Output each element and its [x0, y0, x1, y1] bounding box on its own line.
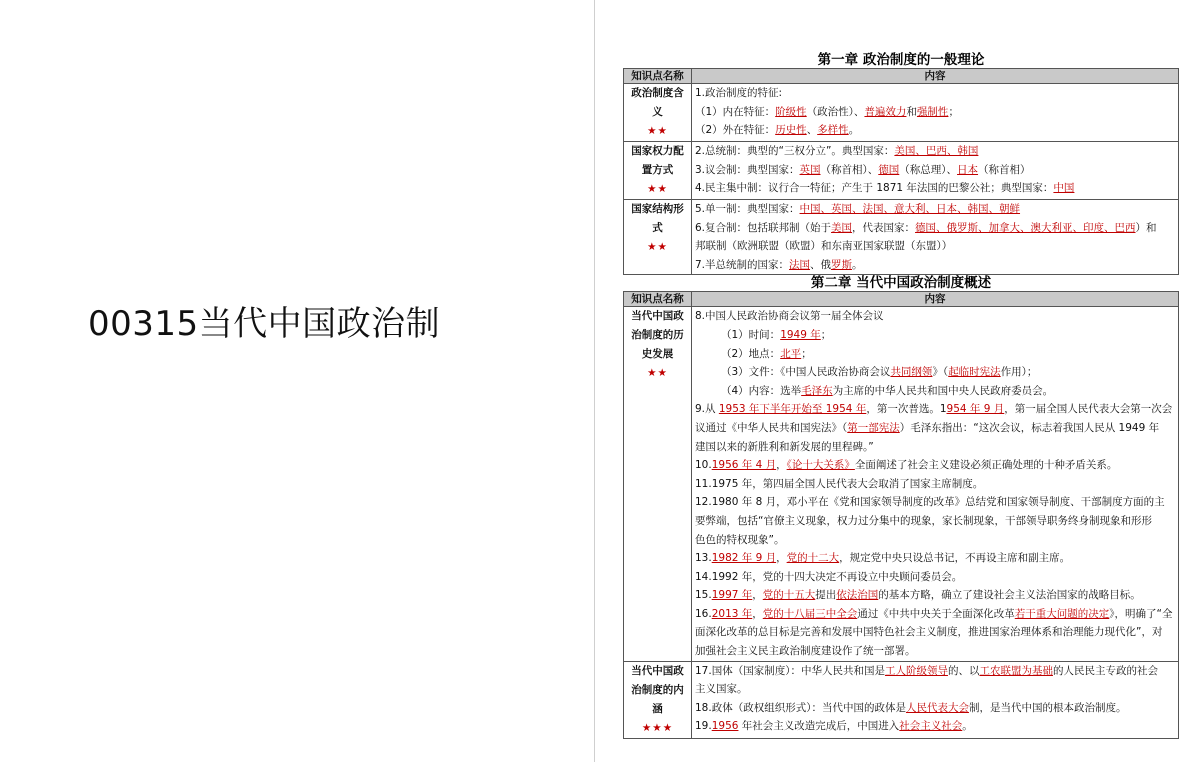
content-line [695, 142, 1175, 161]
text-segment: 11.1975 年，第四届全国人民代表大会取消了国家主席制度。 [695, 477, 984, 490]
key-term: 历史性 [775, 124, 807, 137]
text-segment: 、 [806, 124, 818, 137]
content-line [695, 605, 1175, 624]
text-segment: 6.复合制：包括联邦制（始于 [695, 221, 832, 234]
content-line [695, 256, 1175, 275]
text-segment: ，规定党中央只设总书记，不再设主席和副主席。 [839, 552, 1071, 565]
table-row [624, 200, 1179, 275]
importance-stars: ★★ [647, 183, 668, 195]
text-segment: 3.议会制：典型国家： [695, 163, 800, 176]
key-term: 若干重大问题的决定 [1014, 607, 1110, 620]
key-term: 工农联盟为基础 [979, 664, 1053, 677]
knowledge-point-label: 当代中国政治制度的内涵 [631, 664, 684, 715]
text-segment: （称总理）、 [899, 163, 958, 176]
key-term: 1997 年 [711, 589, 753, 602]
text-segment: （2）地点： [721, 347, 781, 360]
knowledge-point-label: 国家结构形式 [631, 203, 684, 234]
page-divider [594, 0, 595, 762]
text-segment: ，代表国家： [852, 221, 916, 234]
knowledge-point-name [624, 200, 692, 275]
key-term: 党的十八届三中全会 [762, 607, 858, 620]
key-term: 德国、俄罗斯、加拿大、澳大利亚、印度、巴西 [915, 221, 1136, 234]
text-segment: 邦联制（欧洲联盟（欧盟）和东南亚国家联盟（东盟）） [695, 240, 953, 253]
text-segment: 7.半总统制的国家： [695, 258, 790, 271]
chapter-1-title: 第一章 政治制度的一般理论 [817, 52, 985, 68]
key-term: 毛泽东 [801, 384, 833, 397]
text-segment: ， [752, 589, 763, 602]
text-segment: 12.1980 年 8 月，邓小平在《党和国家领导制度的改革》总结党和国家领导制度、干部制度方面的主 [695, 496, 1165, 509]
key-term: 2013 年 [711, 607, 753, 620]
key-term: 日本 [957, 163, 979, 176]
text-segment: 》，明确了“全 [1109, 607, 1173, 620]
key-term: 人民代表大会 [905, 701, 969, 714]
key-term: 1956 [711, 720, 739, 733]
content-line [695, 642, 1175, 661]
text-segment: ）毛泽东指出：“这次会议，标志着我国人民从 1949 年 [899, 421, 1160, 434]
text-segment: （2）外在特征： [695, 124, 776, 137]
content-line [695, 699, 1175, 718]
text-segment: ， [752, 607, 763, 620]
content-line [695, 382, 1175, 401]
knowledge-point-name [624, 84, 692, 142]
key-term: 党的十五大 [762, 589, 816, 602]
key-term: 强制性 [916, 105, 949, 118]
text-segment: 为主席的中华人民共和国中央人民政府委员会。 [832, 384, 1054, 397]
importance-stars: ★★ [647, 241, 668, 253]
text-segment: （政治性）、 [806, 105, 865, 118]
key-term: 第一部宪法 [847, 421, 900, 434]
text-segment: 。 [852, 258, 863, 271]
content-line [695, 493, 1175, 512]
content-line [695, 307, 1175, 326]
knowledge-point-name [624, 661, 692, 738]
text-segment: ，第一次普选。1 [866, 403, 947, 416]
importance-stars: ★★★ [641, 721, 674, 734]
text-segment: 提出 [815, 589, 837, 602]
text-segment: 8.中国人民政治协商会议第一届全体会议 [695, 310, 884, 323]
key-term: 中国、英国、法国、意大利、日本、韩国、朝鲜 [799, 203, 1021, 215]
knowledge-point-name [624, 142, 692, 200]
text-segment: （3）文件：《中国人民政治协商会议 [721, 366, 891, 379]
text-segment: 主义国家。 [695, 683, 748, 696]
text-segment: 4.民主集中制：议行合一特征；产生于 1871 年法国的巴黎公社；典型国家： [695, 182, 1054, 195]
text-segment: 、俄 [810, 258, 832, 271]
knowledge-point-content [692, 200, 1179, 275]
content-line [695, 219, 1175, 238]
knowledge-point-label: 国家权力配置方式 [631, 145, 684, 176]
chapter-1-table [623, 68, 1179, 275]
content-line [695, 419, 1175, 438]
text-segment: 议通过《中华人民共和国宪法》（ [695, 421, 848, 434]
text-segment: 的基本方略，确立了建设社会主义法治国家的战略目标。 [878, 589, 1141, 602]
key-term: 起临时宪法 [948, 366, 1001, 379]
text-segment: 色色的特权现象”。 [695, 533, 785, 546]
key-term: 美国 [831, 221, 853, 234]
knowledge-point-content [692, 661, 1179, 738]
knowledge-point-label: 当代中国政治制度的历史发展 [631, 310, 684, 361]
text-segment: 2.总统制：典型的“三权分立”。典型国家： [695, 145, 895, 157]
text-segment: 》（ [932, 366, 949, 379]
text-segment: 面深化改革的总目标是完善和发展中国特色社会主义制度，推进国家治理体系和治理能力现代化”，对 [695, 626, 1163, 639]
key-term: 罗斯 [831, 258, 853, 271]
text-segment: 加强社会主义民主政治制度建设作了统一部署。 [695, 645, 916, 658]
content-line [695, 326, 1175, 345]
key-term: 美国、巴西、韩国 [894, 145, 979, 157]
key-term: 普遍效力 [864, 105, 907, 118]
text-segment: ； [801, 347, 812, 360]
text-segment: 通过《中共中央关于全面深化改革 [857, 607, 1015, 620]
text-segment: （称首相）、 [820, 163, 879, 176]
key-term: 社会主义社会 [899, 720, 963, 733]
content-line [695, 103, 1175, 122]
header-name: 知识点名称 [624, 69, 692, 84]
key-term: 依法治国 [836, 589, 879, 602]
text-segment: 全面阐述了社会主义建设必须正确处理的十种矛盾关系。 [854, 459, 1118, 472]
text-segment: 的、以 [947, 664, 980, 677]
key-term: 中国 [1053, 182, 1075, 195]
key-term: 阶级性 [775, 105, 807, 118]
content-line [695, 717, 1175, 736]
text-segment: 年社会主义改造完成后，中国进入 [738, 720, 900, 733]
text-segment: 15. [695, 589, 712, 602]
table-row [624, 307, 1179, 661]
text-segment: 。 [962, 720, 973, 733]
content-line [695, 179, 1175, 198]
text-segment: 和 [906, 105, 917, 118]
text-segment: 19. [695, 720, 712, 733]
content-line [695, 456, 1175, 475]
table-row [624, 84, 1179, 142]
text-segment: 作用）； [1000, 366, 1038, 379]
key-term: 共同纲领 [890, 366, 933, 379]
text-segment: （4）内容：选举 [721, 384, 802, 397]
key-term: 党的十二大 [786, 552, 840, 565]
text-segment: （称首相） [978, 163, 1031, 176]
content-line [695, 363, 1175, 382]
text-segment: ，第一届全国人民代表大会第一次会 [1004, 403, 1173, 416]
text-segment: 14.1992 年，党的十四大决定不再设立中央顾问委员会。 [695, 570, 963, 583]
content-line [695, 475, 1175, 494]
key-term: 1949 年 [780, 328, 821, 341]
key-term: 《论十大关系》 [786, 459, 855, 472]
knowledge-point-name [624, 307, 692, 661]
knowledge-point-content [692, 84, 1179, 142]
content-line [695, 161, 1175, 180]
text-segment: ， [776, 459, 787, 472]
header-content: 内容 [692, 69, 1179, 84]
text-segment: 建国以来的新胜利和新发展的里程碑。” [695, 440, 874, 453]
content-line [695, 568, 1175, 587]
knowledge-point-label: 政治制度含义 [631, 87, 684, 118]
content-line [695, 400, 1175, 419]
content-line [695, 237, 1175, 256]
key-term: 法国 [789, 258, 811, 271]
text-segment: 18.政体（政权组织形式）：当代中国的政体是 [695, 701, 906, 714]
content-line [695, 531, 1175, 550]
text-segment: ， [776, 552, 787, 565]
text-segment: 1.政治制度的特征: [695, 87, 783, 99]
table-row [624, 661, 1179, 738]
content-line [695, 200, 1175, 219]
content-line [695, 84, 1175, 103]
content-line [695, 680, 1175, 699]
importance-stars: ★★ [647, 367, 668, 380]
cover-title: 00315当代中国政治制 [88, 304, 441, 344]
text-segment: （1）时间： [721, 328, 781, 341]
content-line [695, 662, 1175, 681]
text-segment: 5.单一制：典型国家： [695, 203, 800, 215]
key-term: 英国 [799, 163, 821, 176]
header-content: 内容 [692, 292, 1179, 307]
key-term: 1956 年 4 月 [711, 459, 777, 472]
header-name: 知识点名称 [624, 292, 692, 307]
text-segment: 17.国体（国家制度）：中华人民共和国是 [695, 664, 885, 677]
key-term: 954 年 9 月 [946, 403, 1005, 416]
content-line [695, 549, 1175, 568]
key-term: 北平 [780, 347, 802, 360]
content-line [695, 586, 1175, 605]
text-segment: ； [948, 105, 959, 118]
text-segment: 13. [695, 552, 712, 565]
text-segment: 10. [695, 459, 712, 472]
document-page [623, 52, 1179, 739]
key-term: 德国 [878, 163, 900, 176]
table-row [624, 142, 1179, 200]
text-segment: 的人民民主专政的社会 [1052, 664, 1158, 677]
key-term: 1953 年下半年开始至 1954 年 [718, 403, 867, 416]
chapter-2-title: 第二章 当代中国政治制度概述 [810, 275, 992, 292]
text-segment: ； [820, 328, 832, 341]
text-segment: （1）内在特征： [695, 105, 776, 118]
knowledge-point-content [692, 142, 1179, 200]
text-segment: 要弊端，包括“官僚主义现象，权力过分集中的现象，家长制现象，干部领导职务终身制现象和形形 [695, 514, 1152, 527]
content-line [695, 345, 1175, 364]
text-segment: ）和 [1135, 221, 1157, 234]
content-line [695, 623, 1175, 642]
knowledge-point-content [692, 307, 1179, 661]
text-segment: 。 [848, 124, 860, 137]
content-line [695, 512, 1175, 531]
text-segment: 9.从 [695, 403, 719, 416]
key-term: 多样性 [817, 124, 849, 137]
key-term: 工人阶级领导 [884, 664, 948, 677]
chapter-2-table [623, 291, 1179, 738]
key-term: 1982 年 9 月 [711, 552, 777, 565]
importance-stars: ★★ [647, 125, 668, 137]
content-line [695, 121, 1175, 140]
text-segment: 制，是当代中国的根本政治制度。 [968, 701, 1127, 714]
content-line [695, 438, 1175, 457]
text-segment: 16. [695, 607, 712, 620]
